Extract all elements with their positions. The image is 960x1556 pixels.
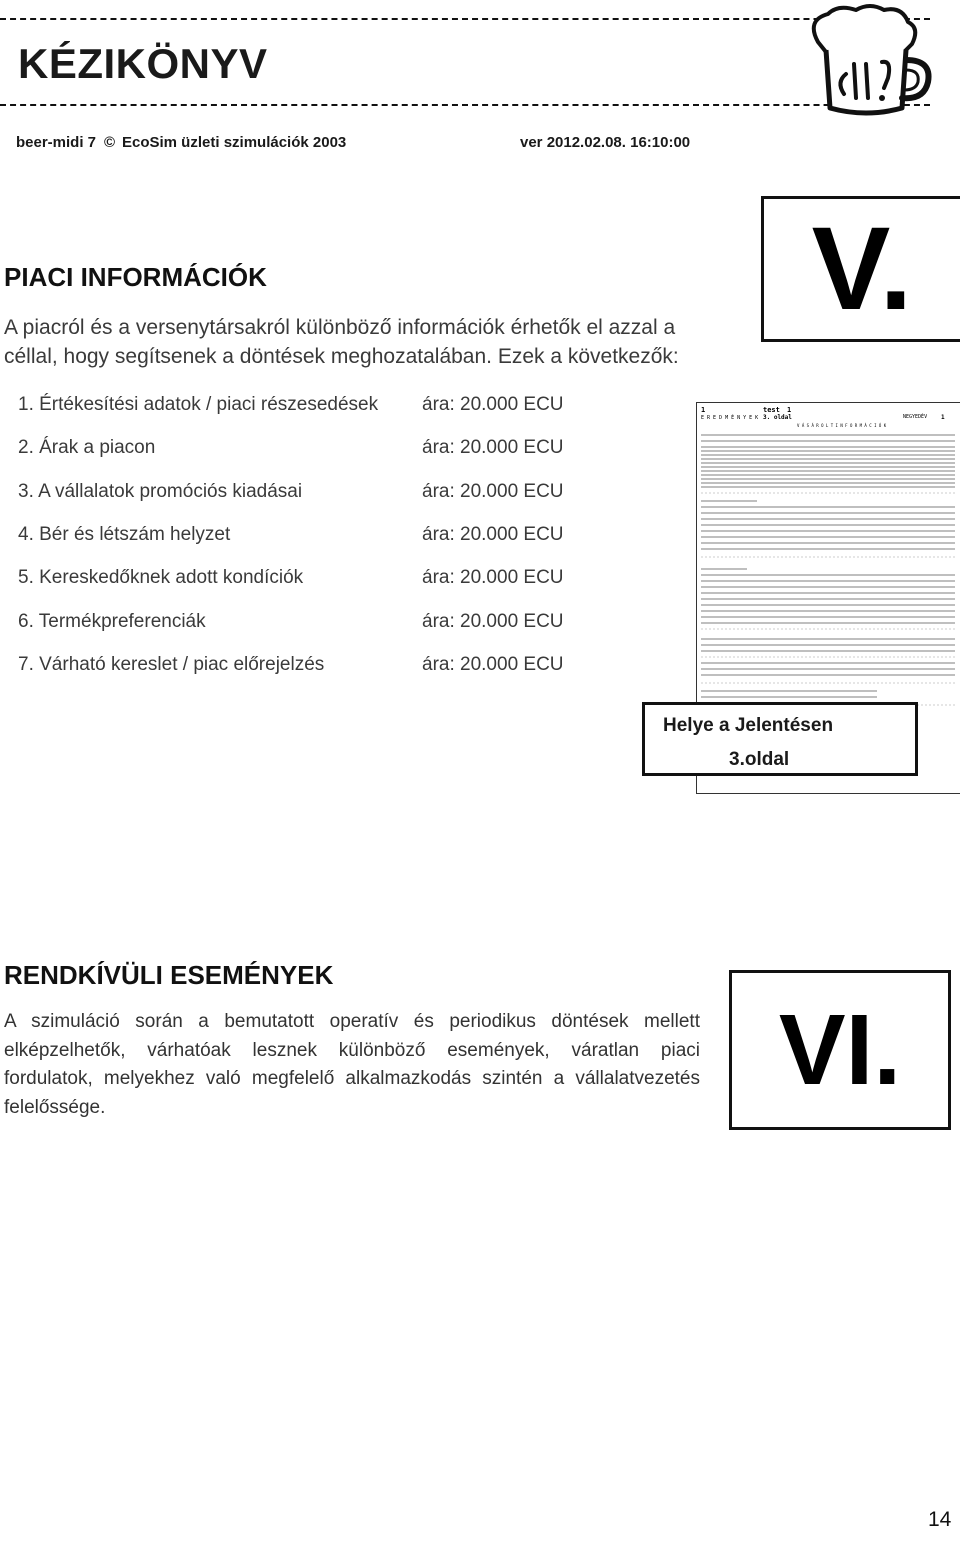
list-item-label: 6. Termékpreferenciák	[18, 611, 206, 632]
thumb-piaci: V Á S Á R O L T I N F O R M Á C I Ó K	[797, 423, 887, 428]
list-item-label: 5. Kereskedőknek adott kondíciók	[18, 567, 304, 588]
intro-line-1: A piacról és a versenytársakról különböző információk érhetők el azzal a	[4, 316, 676, 339]
paragraph-line: fordulatok, melyekhez való megfelelő alkalmazkodás szintén a vállalatvezetés	[4, 1068, 700, 1089]
thumb-r1: 1	[701, 406, 706, 414]
list-item-price: ára: 20.000 ECU	[422, 481, 564, 502]
product-name: beer-midi 7	[16, 134, 97, 151]
thumb-negyedev: NEGYEDÉV	[903, 414, 928, 420]
list-item-label: 3. A vállalatok promóciós kiadásai	[18, 481, 303, 502]
paragraph-line: elképzelhetők, várhatóak lesznek különböző események, váratlan piaci	[4, 1039, 700, 1061]
paragraph-line: felelőssége.	[4, 1096, 106, 1118]
list-item-label: 2. Árak a piacon	[18, 437, 156, 458]
paragraph-line: A szimuláció során a bemutatott operatív és periodikus döntések mellett	[4, 1011, 700, 1032]
chapter-marker-v: V.	[761, 196, 960, 342]
beer-mug-logo-icon	[796, 2, 936, 122]
version-stamp: ver 2012.02.08. 16:10:00	[520, 134, 691, 151]
list-item-price: ára: 20.000 ECU	[422, 524, 564, 545]
bottom-dashed-rule	[0, 104, 930, 106]
top-dashed-rule	[0, 18, 930, 20]
list-item-price: ára: 20.000 ECU	[422, 437, 564, 458]
publisher: EcoSim üzleti szimulációk 2003	[122, 134, 347, 151]
section-heading-piaci: PIACI INFORMÁCIÓK	[4, 262, 267, 292]
section-heading-rendkivuli: RENDKÍVÜLI ESEMÉNYEK	[4, 960, 334, 990]
page-number: 14	[928, 1508, 952, 1531]
thumb-oldal: 3. oldal	[763, 414, 792, 421]
intro-line-2: céllal, hogy segítsenek a döntések meghozatalában. Ezek a következők:	[4, 345, 679, 368]
list-item-price: ára: 20.000 ECU	[422, 611, 564, 632]
report-location-page: 3.oldal	[729, 749, 790, 770]
thumb-negyedev-num: 1	[941, 414, 945, 421]
report-location-label: Helye a Jelentésen	[663, 715, 834, 736]
list-item-label: 1. Értékesítési adatok / piaci részesedések	[18, 394, 379, 415]
list-item-price: ára: 20.000 ECU	[422, 394, 564, 415]
chapter-marker-vi: VI.	[729, 970, 951, 1130]
copyright-symbol: ©	[104, 134, 116, 151]
thumb-eredmenyek: E R E D M É N Y E K	[701, 415, 759, 421]
list-item-label: 4. Bér és létszám helyzet	[18, 524, 231, 545]
list-item-price: ára: 20.000 ECU	[422, 567, 564, 588]
list-item-price: ára: 20.000 ECU	[422, 654, 564, 675]
list-item-label: 7. Várható kereslet / piac előrejelzés	[18, 654, 325, 675]
manual-title: KÉZIKÖNYV	[18, 40, 268, 87]
thumb-table-lines	[697, 429, 960, 729]
events-paragraph	[4, 1008, 700, 1122]
report-location-box	[642, 702, 918, 776]
thumb-r2: test	[763, 406, 780, 414]
thumb-r3: 1	[787, 406, 792, 414]
